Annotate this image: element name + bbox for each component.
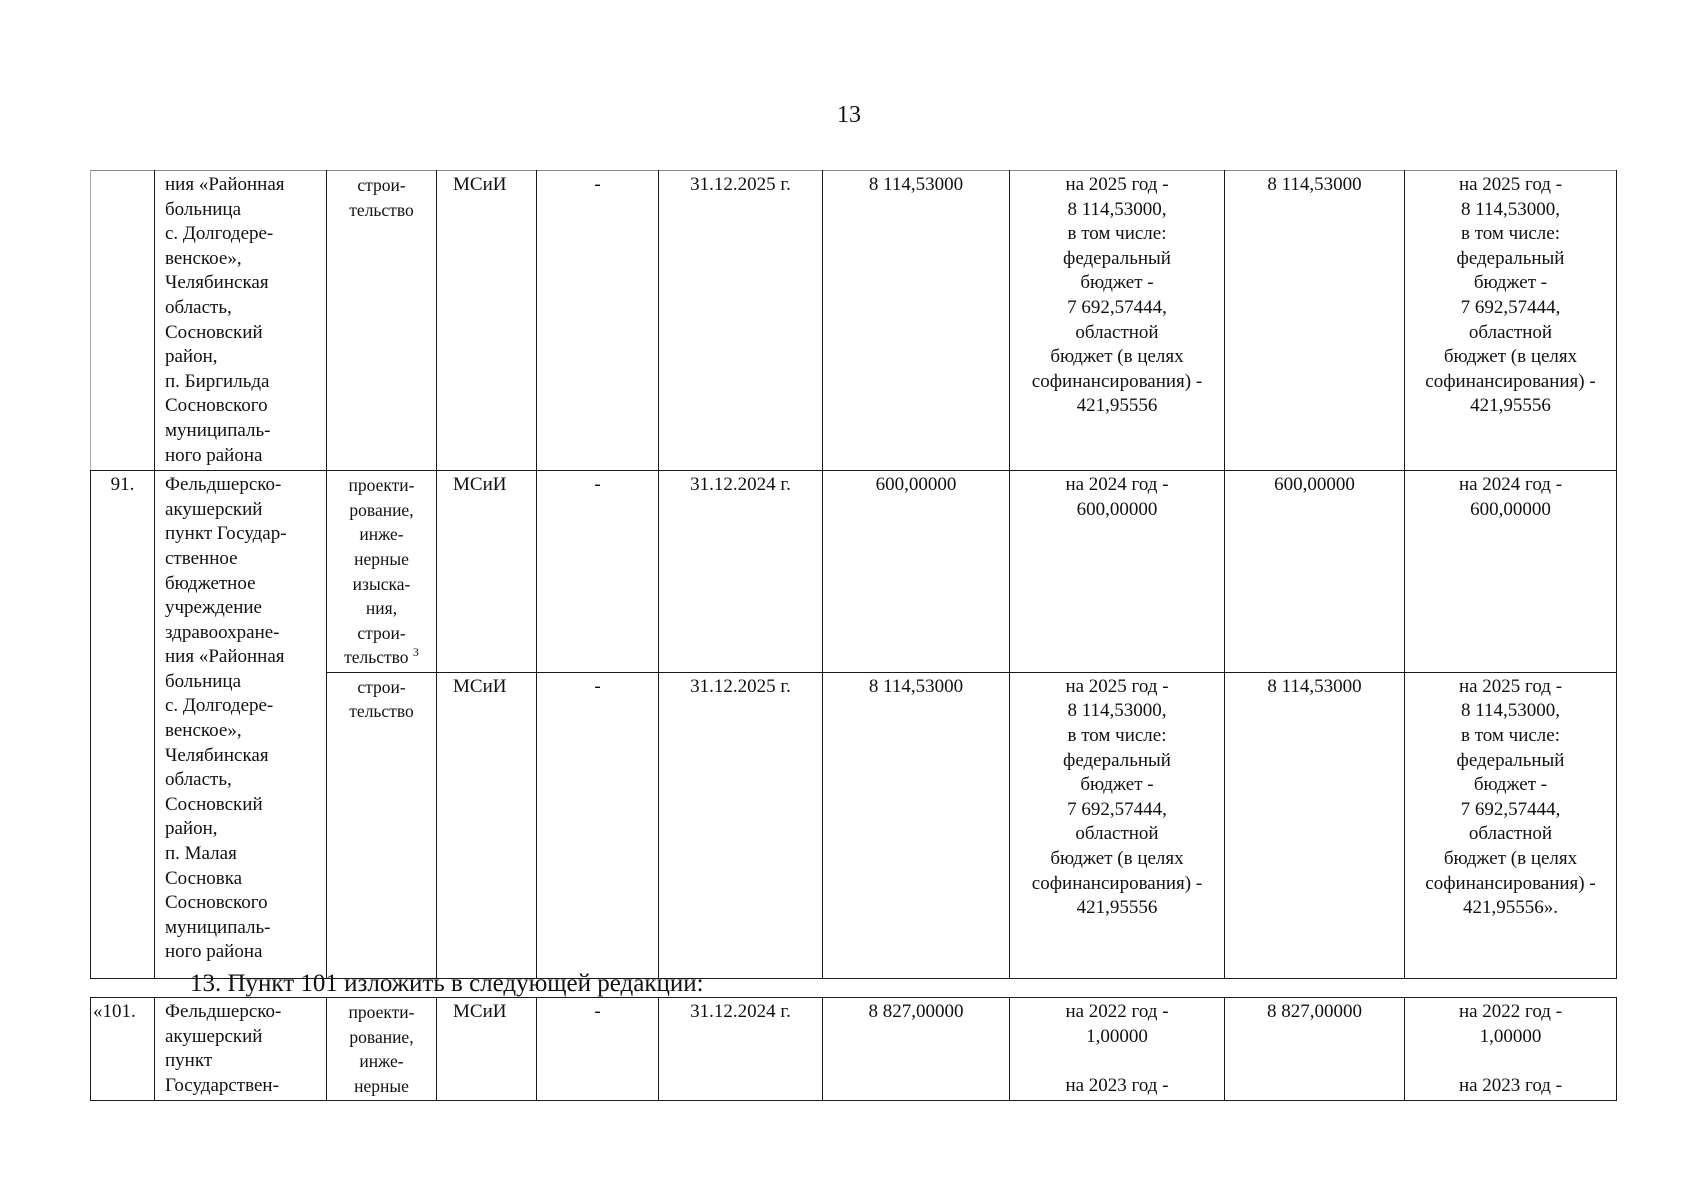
- deadline: 31.12.2024 г.: [659, 471, 823, 673]
- row-number: 91.: [91, 471, 155, 979]
- object-name: Фельдшерско- акушерский пункт Государ- ственное бюджетное учреждение здравоохране- ния «Районная больница с. Долгодере- венское», Челябинская область, Сосновский район, п. Малая Сосновка Сосновского муниципаль- ного района: [155, 471, 327, 979]
- customer: МСиИ: [437, 171, 537, 471]
- total-cost-2: 8 114,53000: [1225, 171, 1405, 471]
- customer: МСиИ: [437, 471, 537, 673]
- funding-by-year: на 2025 год - 8 114,53000, в том числе: федеральный бюджет - 7 692,57444, областной бюджет (в целях софинансирования) - 421,95556: [1010, 672, 1225, 978]
- total-cost: 8 114,53000: [823, 171, 1010, 471]
- page-number: 13: [837, 102, 861, 128]
- dash-cell: -: [537, 998, 659, 1101]
- object-name: ния «Районная больница с. Долгодере- венское», Челябинская область, Сосновский район, п. Биргильда Сосновского муниципаль- ного района: [155, 171, 327, 471]
- dash-cell: -: [537, 471, 659, 673]
- funding-by-year: на 2022 год - 1,00000 на 2023 год -: [1010, 998, 1225, 1101]
- work-type: строи- тельство: [327, 672, 437, 978]
- funding-by-year-2: на 2022 год - 1,00000 на 2023 год -: [1405, 998, 1617, 1101]
- object-name: Фельдшерско- акушерский пункт Государствен-: [155, 998, 327, 1101]
- table-row: [91, 998, 1617, 1101]
- table-row: [91, 171, 1617, 471]
- table-row: [91, 471, 1617, 673]
- dash-cell: -: [537, 171, 659, 471]
- total-cost: 8 827,00000: [823, 998, 1010, 1101]
- customer: МСиИ: [437, 998, 537, 1101]
- deadline: 31.12.2024 г.: [659, 998, 823, 1101]
- amendment-caption: 13. Пункт 101 изложить в следующей редакции:: [190, 970, 704, 997]
- customer: МСиИ: [437, 672, 537, 978]
- work-type-text: проекти- рование, инже- нерные изыска- ния, строи- тельство: [344, 475, 415, 668]
- row-number: «101.: [91, 998, 155, 1101]
- work-type: проекти- рование, инже- нерные: [327, 998, 437, 1101]
- total-cost-2: 8 114,53000: [1225, 672, 1405, 978]
- row-number: [91, 171, 155, 471]
- total-cost-2: 8 827,00000: [1225, 998, 1405, 1101]
- funding-by-year-2: на 2025 год - 8 114,53000, в том числе: федеральный бюджет - 7 692,57444, областной бюджет (в целях софинансирования) - 421,95556».: [1405, 672, 1617, 978]
- funding-by-year-2: на 2024 год - 600,00000: [1405, 471, 1617, 673]
- deadline: 31.12.2025 г.: [659, 672, 823, 978]
- funding-by-year: на 2025 год - 8 114,53000, в том числе: федеральный бюджет - 7 692,57444, областной бюджет (в целях софинансирования) - 421,95556: [1010, 171, 1225, 471]
- deadline: 31.12.2025 г.: [659, 171, 823, 471]
- funding-by-year: на 2024 год - 600,00000: [1010, 471, 1225, 673]
- dash-cell: -: [537, 672, 659, 978]
- footnote-mark: 3: [412, 645, 419, 660]
- work-type: [327, 471, 437, 673]
- funding-by-year-2: на 2025 год - 8 114,53000, в том числе: федеральный бюджет - 7 692,57444, областной бюджет (в целях софинансирования) - 421,95556: [1405, 171, 1617, 471]
- total-cost: 8 114,53000: [823, 672, 1010, 978]
- total-cost: 600,00000: [823, 471, 1010, 673]
- objects-table-continued: [90, 997, 1617, 1101]
- objects-table: [90, 170, 1617, 979]
- work-type: строи- тельство: [327, 171, 437, 471]
- total-cost-2: 600,00000: [1225, 471, 1405, 673]
